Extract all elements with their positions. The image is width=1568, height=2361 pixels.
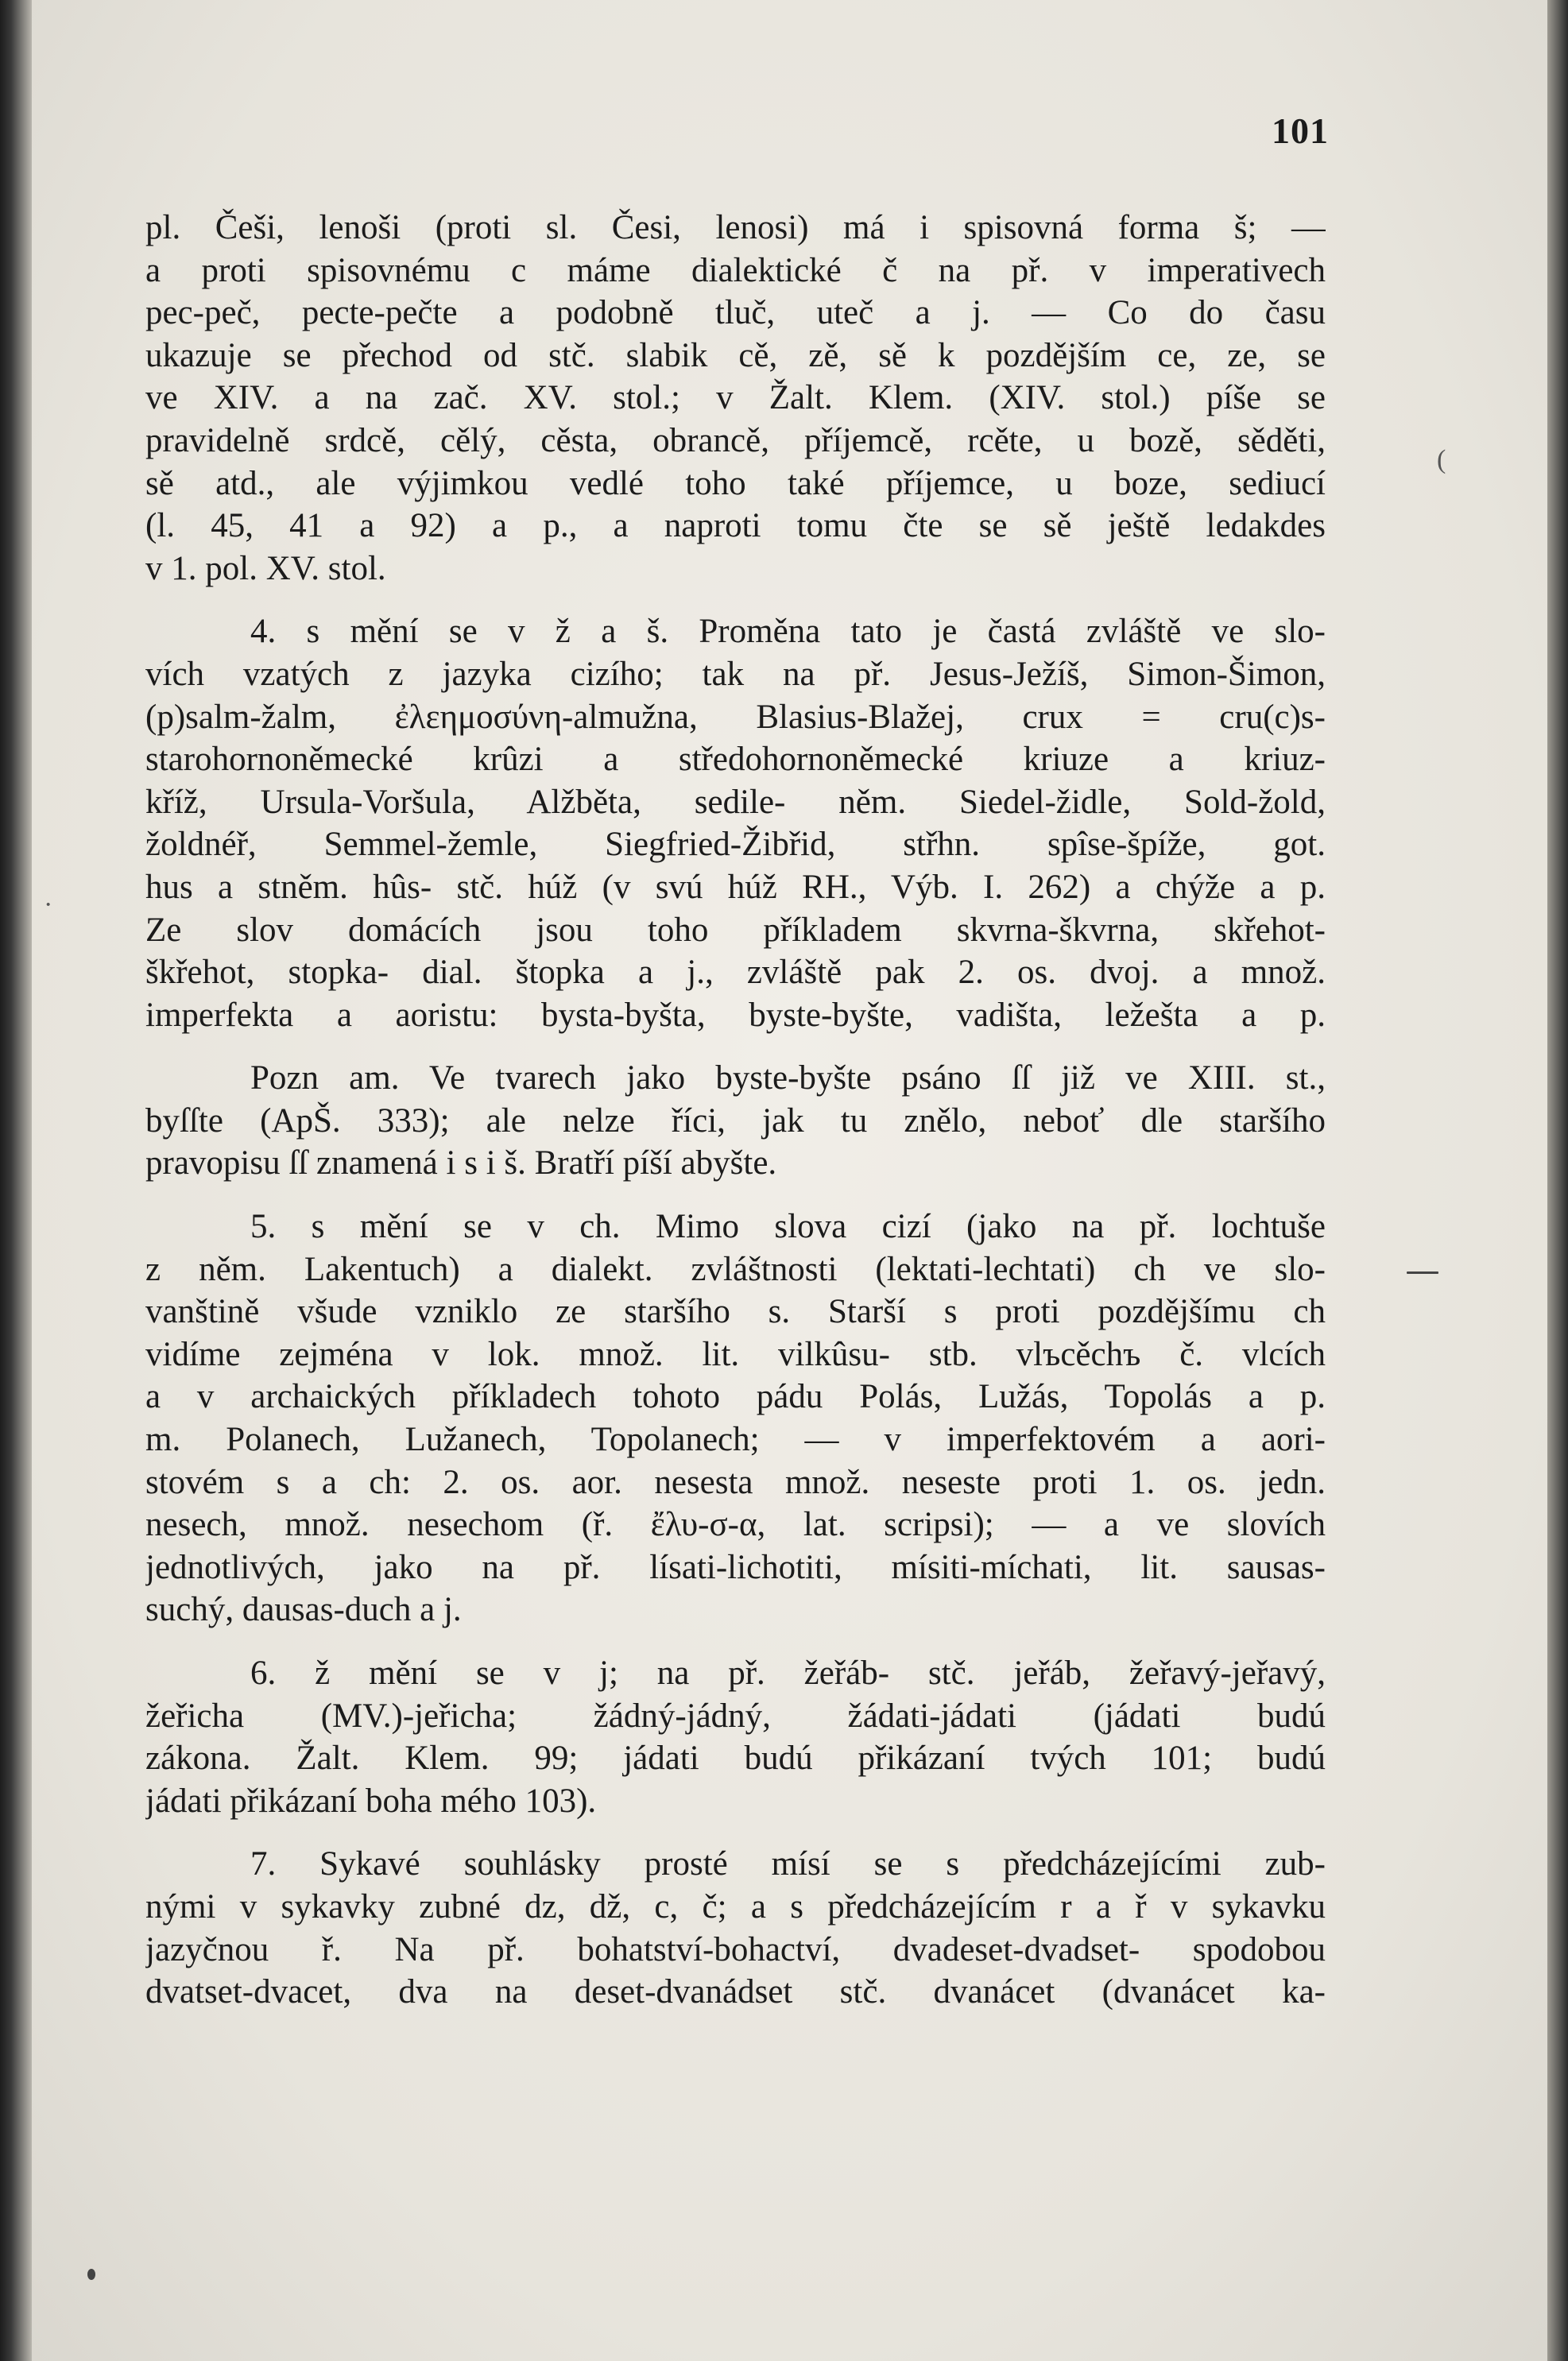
text-line: stovém s a ch: 2. os. aor. nesesta množ. neseste proti 1. os. jedn. (145, 1463, 1326, 1501)
text-line: pl. Češi, lenoši (proti sl. Česi, lenosi) má i spisovná forma š; — (145, 209, 1326, 246)
text-line: a v archaických příkladech tohoto pádu Polás, Lužás, Topolás a p. (145, 1378, 1326, 1416)
text-line: pravidelně srdcě, cělý, cěsta, obrancě, příjemcě, rcěte, u bozě, sěděti, (145, 421, 1326, 459)
margin-dash-mark (1407, 1271, 1438, 1274)
text-line: vích vzatých z jazyka cizího; tak na př. Jesus-Ježíš, Simon-Šimon, (145, 655, 1326, 693)
page-number: 101 (1272, 110, 1329, 151)
text-line: imperfekta a aoristu: bysta-byšta, byste-byšte, vadišta, ležešta a p. (145, 996, 1326, 1034)
text-line: sě atd., ale výjimkou vedlé toho také příjemce, u boze, sediucí (145, 464, 1326, 502)
body-text (145, 207, 1326, 2014)
text-line: starohornoněmecké krûzi a středohornoněmecké kriuze a kriuz- (145, 741, 1326, 779)
text-line: ve XIV. a na zač. XV. stol.; v Žalt. Klem. (XIV. stol.) píše se (145, 379, 1326, 417)
text-line: pec-peč, pecte-pečte a podobně tluč, uteč a j. — Co do času (145, 294, 1326, 332)
text-line: žoldnéř, Semmel-žemle, Siegfried-Žibřid, střhn. spîse-špíže, got. (145, 826, 1326, 864)
margin-pencil-mark: · (44, 890, 53, 919)
paragraph-start-line: 5. s mění se v ch. Mimo slova cizí (jako na př. lochtuše (250, 1208, 1326, 1246)
text-line: škřehot, stopka- dial. štopka a j., zvláště pak 2. os. dvoj. a množ. (145, 954, 1326, 992)
text-line: z něm. Lakentuch) a dialekt. zvláštnosti (lektati-lechtati) ch ve slo- (145, 1250, 1326, 1288)
text-line: v 1. pol. XV. stol. (145, 549, 386, 587)
text-line: kříž, Ursula-Voršula, Alžběta, sedile- něm. Siedel-židle, Sold-žold, (145, 783, 1326, 821)
text-line: Ze slov domácích jsou toho příkladem skvrna-škvrna, skřehot- (145, 911, 1326, 949)
text-line: nými v sykavky zubné dz, dž, c, č; a s předcházejícím r a ř v sykavku (145, 1887, 1326, 1926)
text-line: byſſte (ApŠ. 333); ale nelze říci, jak tu znělo, neboť dle staršího (145, 1101, 1326, 1140)
text-line: nesech, množ. nesechom (ř. ἔλυ-σ-α, lat. scripsi); — a ve slovích (145, 1506, 1326, 1544)
text-line: jazyčnou ř. Na př. bohatství-bohactví, dvadeset-dvadset- spodobou (145, 1930, 1326, 1968)
scan-binding-edge (0, 0, 32, 2361)
text-line: (p)salm-žalm, ἐλεημοσύνη-almužna, Blasius-Blažej, crux = cru(c)s- (145, 698, 1326, 736)
text-line: jádati přikázaní boha mého 103). (145, 1782, 597, 1820)
text-line: suchý, dausas-duch a j. (145, 1591, 462, 1629)
paragraph-start-line: 4. s mění se v ž a š. Proměna tato je častá zvláště ve slo- (250, 613, 1326, 651)
margin-bracket-mark: ( (1437, 445, 1446, 474)
text-line: vanštině všude vzniklo ze staršího s. Starší s proti pozdějšímu ch (145, 1293, 1326, 1331)
paragraph-start-line: 7. Sykavé souhlásky prosté mísí se s předcházejícími zub- (250, 1845, 1326, 1883)
paragraph-start-line: 6. ž mění se v j; na př. žeřáb- stč. jeřáb, žeřavý-jeřavý, (250, 1655, 1326, 1692)
text-line: jednotlivých, jako na př. lísati-lichotiti, mísiti-míchati, lit. sausas- (145, 1548, 1326, 1586)
text-line: pravopisu ſſ znamená i s i š. Bratří píší abyšte. (145, 1144, 777, 1182)
ink-speck (87, 2269, 95, 2280)
text-line: m. Polanech, Lužanech, Topolanech; — v imperfektovém a aori- (145, 1421, 1326, 1459)
text-line: (l. 45, 41 a 92) a p., a naproti tomu čte se sě ještě ledakdes (145, 507, 1326, 545)
text-line: vidíme zejména v lok. množ. lit. vilkûsu- stb. vlъcěchъ č. vlcích (145, 1335, 1326, 1373)
text-line: dvatset-dvacet, dva na deset-dvanádset stč. dvanácet (dvanácet ka- (145, 1973, 1326, 2011)
text-line: a proti spisovnému c máme dialektické č na př. v imperativech (145, 251, 1326, 289)
note-start-line: Pozn am. Ve tvarech jako byste-byšte psáno ſſ již ve XIII. st., (250, 1059, 1326, 1097)
text-line: žeřicha (MV.)-jeřicha; žádný-jádný, žádati-jádati (jádati budú (145, 1697, 1326, 1735)
text-line: hus a stněm. hûs- stč. húž (v svú húž RH., Výb. I. 262) a chýže a p. (145, 868, 1326, 906)
text-line: zákona. Žalt. Klem. 99; jádati budú přikázaní tvých 101; budú (145, 1740, 1326, 1778)
scan-outer-edge (1547, 0, 1568, 2361)
text-line: ukazuje se přechod od stč. slabik cě, zě, sě k pozdějším ce, ze, se (145, 336, 1326, 374)
